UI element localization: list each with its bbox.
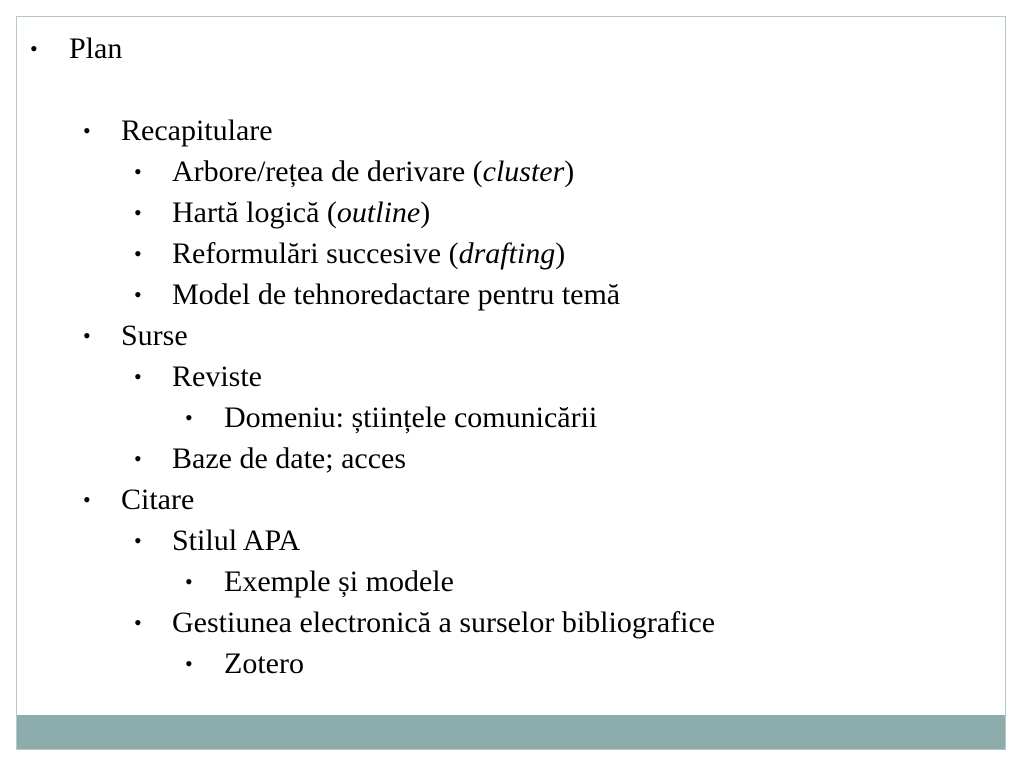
outline-item-journals: Reviste [172,360,262,393]
bullet-glyph: • [185,405,193,430]
outline-item-apa: Stilul APA [172,524,301,557]
text-segment: ) [564,155,575,188]
outline-item-domain: Domeniu: științele comunicării [224,401,598,434]
outline-item-management: Gestiunea electronică a surselor bibliografice [172,606,716,639]
outline-item-cluster [172,155,574,189]
outline-item-model: Model de tehnoredactare pentru temă [172,278,621,311]
text-segment: Hartă logică ( [172,196,337,229]
outline-item-recap: Recapitulare [121,114,273,147]
bullet-glyph: • [83,487,91,512]
text-segment-italic: outline [336,196,421,229]
outline-item-citation: Citare [121,483,195,516]
outline-item-databases: Baze de date; acces [172,442,407,475]
slide-content [17,17,1005,707]
bullet-glyph: • [83,118,91,143]
outline-item-drafting [172,237,565,271]
bullet-glyph: • [134,610,142,635]
bullet-glyph: • [134,159,142,184]
slide [16,16,1006,750]
footer-bar [17,715,1005,749]
bullet-glyph: • [134,528,142,553]
text-segment: Reformulări succesive ( [172,237,459,270]
bullet-glyph: • [134,282,142,307]
outline-item-outline [172,196,430,230]
text-segment: ) [555,237,566,270]
text-segment-italic: cluster [482,155,565,188]
plan-heading: Plan [69,32,123,65]
bullet-glyph: • [83,323,91,348]
bullet-glyph: • [134,446,142,471]
bullet-glyph: • [30,36,38,61]
outline-item-sources: Surse [121,319,188,352]
bullet-glyph: • [134,364,142,389]
bullet-glyph: • [134,241,142,266]
bullet-glyph: • [185,569,193,594]
outline-item-examples: Exemple și modele [224,565,454,598]
bullet-glyph: • [185,651,193,676]
text-segment: ) [420,196,431,229]
outline-item-zotero: Zotero [224,647,304,680]
bullet-glyph: • [134,200,142,225]
text-segment: Arbore/rețea de derivare ( [172,155,483,188]
text-segment-italic: drafting [458,237,556,270]
